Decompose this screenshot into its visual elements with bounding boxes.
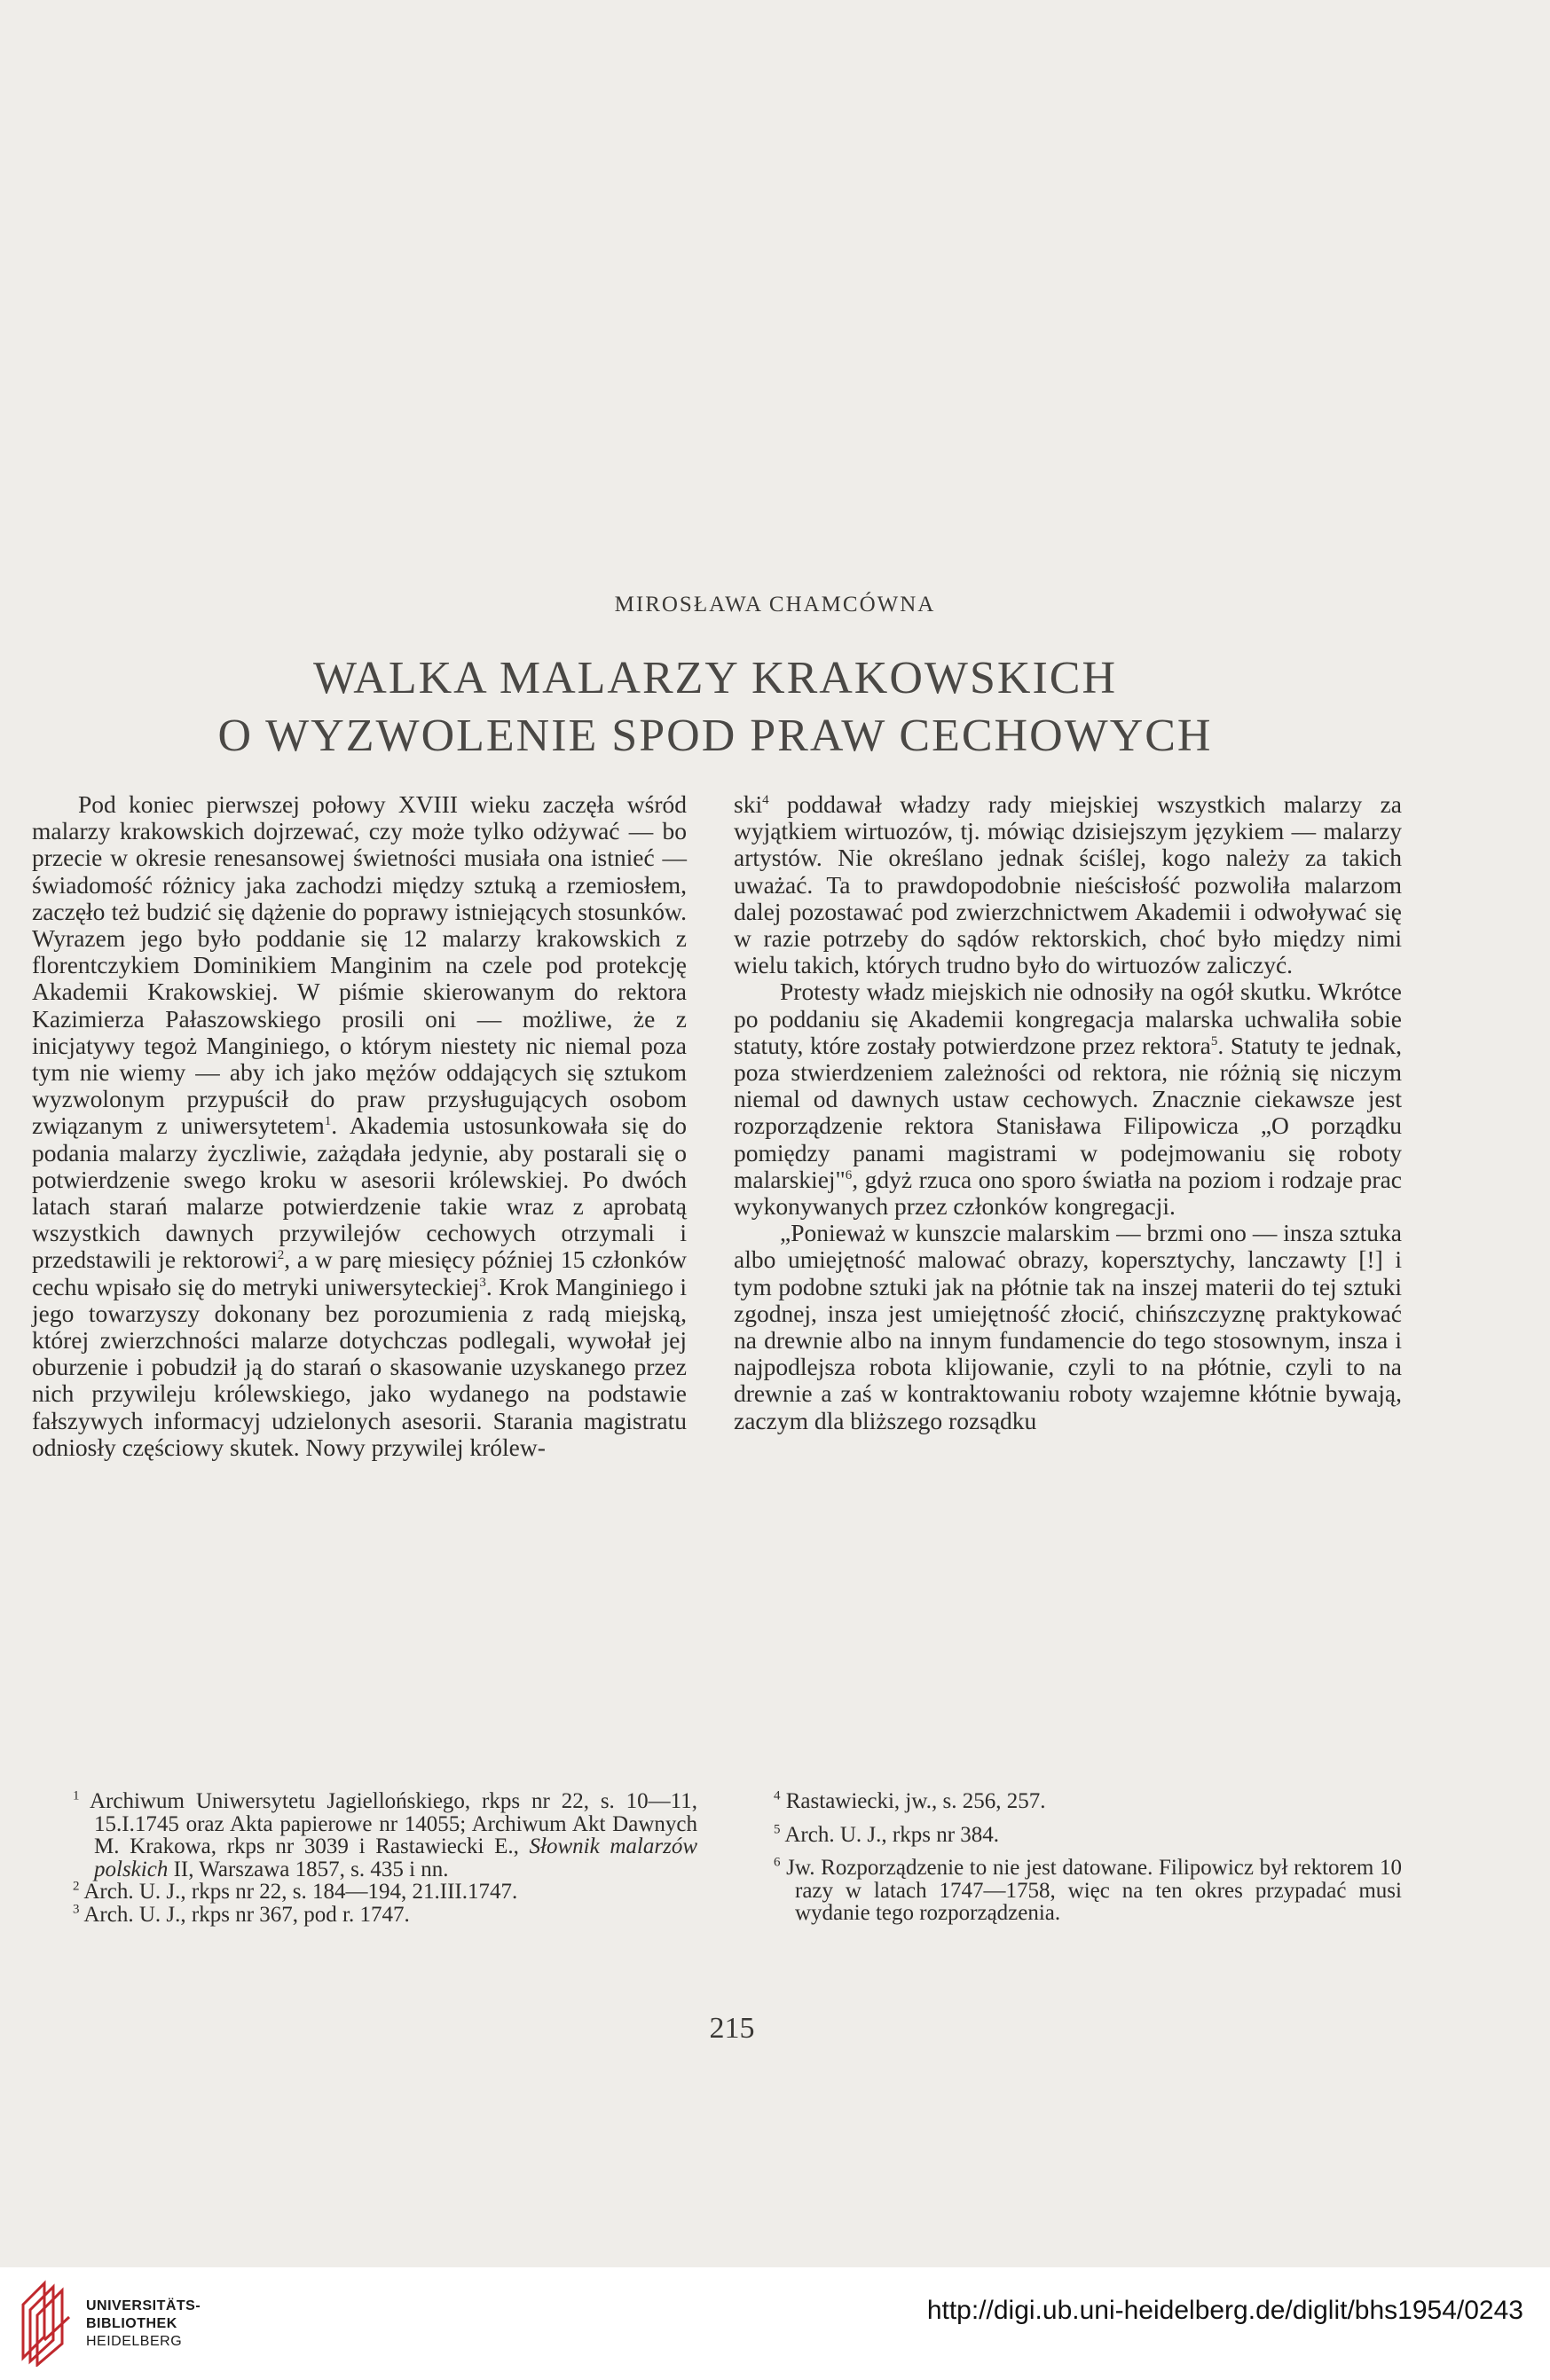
footnote: $^6$ Jw. Rozporządzenie to nie jest datowane. Filipowicz był rektorem 10 razy w latach 1747—1758, więc na ten okres przypadać musi wydanie tego rozporządzenia. <box>774 1855 1402 1925</box>
paragraph: Protesty władz miejskich nie odnosiły na ogół skutku. Wkrótce po poddaniu się Akademii kongregacja malarska uchwaliła sobie statuty, które zostały potwierdzone przez rektora$^5$. Statuty te jednak, poza stwierdzeniem zależności od rektora, nie różnią się niczym niemal od dawnych ustaw cechowych. Znacznie ciekawsze jest rozporządzenie rektora Stanisława Filipowicza „O porządku pomiędzy panami magistrami w podejmowaniu się roboty malarskiej"$^6$, gdyż rzuca ono sporo światła na poziom i rodzaje prac wykonywanych przez członków kongregacji. <box>734 978 1402 1221</box>
paragraph: ski$^4$ poddawał władzy rady miejskiej wszystkich malarzy za wyjątkiem wirtuozów, tj. mówiąc dzisiejszym językiem — malarzy artystów. Nie określano jednak ściślej, kogo należy za takich uważać. Ta to prawdopodobnie nieścisłość pozwoliła malarzom dalej pozostawać pod zwierzchnictwem Akademii i odwoływać się w razie potrzeby do sądów rektorskich, choć było między nimi wielu takich, których trudno było do wirtuozów zaliczyć. <box>734 790 1402 979</box>
footnotes-right <box>774 1790 1402 1925</box>
footnote-ref[interactable]: 4 <box>762 792 769 807</box>
footnote-ref[interactable]: 6 <box>845 1167 853 1182</box>
paragraph: Pod koniec pierwszej połowy XVIII wieku zaczęła wśród malarzy krakowskich dojrzewać, czy może tylko odżywać — bo przecie w okresie renesansowej świetności musiała ona istnieć — świadomość różnicy jaka zachodzi między sztuką a rzemiosłem, zaczęło też budzić się dążenie do poprawy istniejących stosunków. Wyrazem jego było poddanie się 12 malarzy krakowskich z florentczykiem Dominikiem Manginim na czele pod protekcję Akademii Krakowskiej. W piśmie skierowanym do rektora Kazimierza Pałaszowskiego prosili oni — możliwe, że z inicjatywy tegoż Manginiego, o którym niestety nic niemal poza tym nie wiemy — aby ich jako mężów oddających się sztukom wyzwolonym przypuścił do praw przysługujących osobom związanym z uniwersytetem$^1$. Akademia ustosunkowała się do podania malarzy życzliwie, zażądała jedynie, aby postarali się o potwierdzenie swego kroku w asesorii królewskiej. Po dwóch latach starań malarze potwierdzenie takie wraz z aprobatą wszystkich dawnych przywilejów cechowych otrzymali i przedstawili je rektorowi$^2$, a w parę miesięcy później 15 członków cechu wpisało się do metryki uniwersyteckiej$^3$. Krok Manginiego i jego towarzyszy dokonany bez porozumienia z radą miejską, której zwierzchności malarze dotychczas podlegali, wywołał jej oburzenie i pobudził ją do starań o skasowanie uzyskanego przez nich przywileju królewskiego, jako wydanego na podstawie fałszywych informacyj udzielonych asesorii. Starania magistratu odniosły częściowy skutek. Nowy przywilej królew- <box>32 790 688 1461</box>
footnote-ref[interactable]: 3 <box>479 1275 486 1290</box>
source-url-link[interactable]: http://digi.ub.uni-heidelberg.de/diglit/bhs1954/0243 <box>926 2296 1523 2325</box>
author-name: MIROSŁAWA CHAMCÓWNA <box>614 593 936 617</box>
left-text-column <box>32 791 687 1461</box>
footnote: $^3$ Arch. U. J., rkps nr 367, pod r. 1747. <box>73 1902 410 1927</box>
right-text-column <box>734 791 1402 1434</box>
library-name-line-1: UNIVERSITÄTS- <box>86 2298 201 2313</box>
footnote: $^2$ Arch. U. J., rkps nr 22, s. 184—194, 21.III.1747. <box>73 1879 518 1904</box>
footnote: $^5$ Arch. U. J., rkps nr 384. <box>774 1822 1000 1847</box>
quote-paragraph: „Ponieważ w kunszcie malarskim — brzmi ono — insza sztuka albo umiejętność malować obrazy, kopersztychy, lanczawty [!] i tym podobne sztuki jak na płótnie tak na inszej materii do tej sztuki zgodnej, insza jest umiejętność złocić, chińszczyznę praktykować na drewnie albo na innym fundamencie do tego stosownym, insza i najpodlejsza robota klijowanie, czyli to na płótnie, czyli to na drewnie a zaś w kontraktowaniu roboty wzajemne kłótnie bywają, zaczym dla bliższego rozsądku <box>734 1219 1402 1434</box>
university-library-logo-icon[interactable] <box>18 2278 76 2367</box>
footnotes-left <box>73 1790 697 1926</box>
footnote-ref[interactable]: 1 <box>324 1114 332 1129</box>
footnote-ref[interactable]: 2 <box>277 1248 285 1263</box>
page-number: 215 <box>709 2012 755 2045</box>
footnote: $^1$ Archiwum Uniwersytetu Jagiellońskiego, rkps nr 22, s. 10—11, 15.I.1745 oraz Akta papierowe nr 14055; Archiwum Akt Dawnych M. Krakowa, rkps nr 3039 i Rastawiecki E., Słownik malarzów polskich II, Warszawa 1857, s. 435 i nn. <box>73 1788 698 1881</box>
article-title-line-1: WALKA MALARZY KRAKOWSKICH <box>312 653 1118 703</box>
article-title-line-2: O WYZWOLENIE SPOD PRAW CECHOWYCH <box>217 711 1213 761</box>
footnote: $^4$ Rastawiecki, jw., s. 256, 257. <box>774 1788 1046 1813</box>
footnote-ref[interactable]: 5 <box>1210 1033 1218 1049</box>
library-name-line-2: BIBLIOTHEK <box>86 2316 177 2331</box>
library-name-line-3: HEIDELBERG <box>86 2334 183 2349</box>
